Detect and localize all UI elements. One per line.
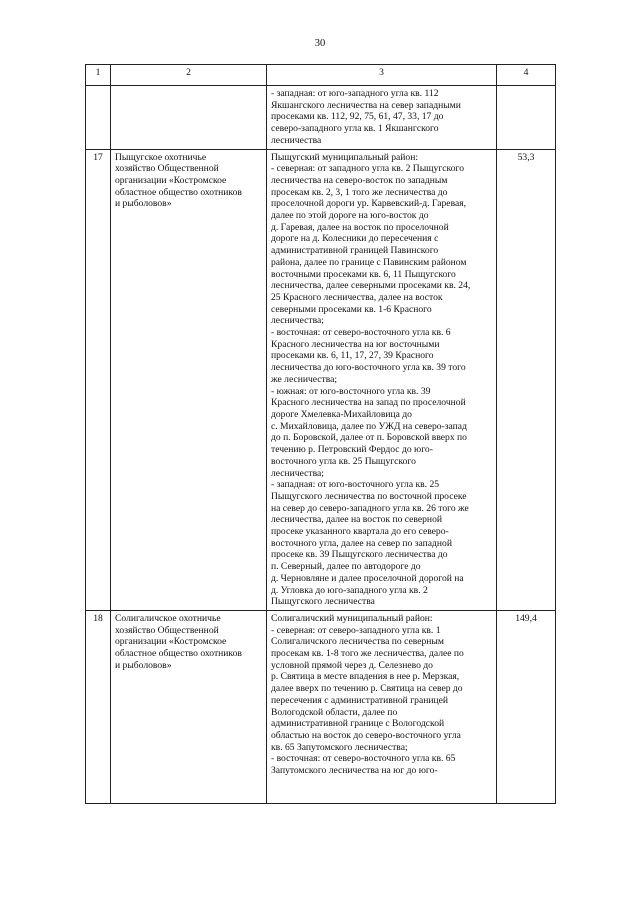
text-line: проселочной дороги ур. Карвевский-д. Гаревая, xyxy=(271,198,467,210)
text-line: - северная: от западного угла кв. 2 Пыщугского xyxy=(271,163,464,175)
table-row-17 xyxy=(86,149,556,610)
text-line: - восточная: от северо-восточного угла кв. 65 xyxy=(271,753,456,765)
row-area-cell: 53,3 xyxy=(497,149,556,610)
text-line: областное общество охотников xyxy=(115,186,242,198)
text-line: дороге на д. Колесники до пересечения с xyxy=(271,233,439,245)
text-line: 25 Красного лесничества, далее на восток xyxy=(271,291,443,303)
page-number: 30 xyxy=(314,38,326,49)
text-line: с. Михайловица, далее по УЖД на северо-запад xyxy=(271,420,467,432)
text-line: - северная: от северо-западного угла кв. 1 xyxy=(271,624,441,636)
text-line: лесничества до юго-восточного угла кв. 39 того xyxy=(271,362,466,374)
text-line: д. Гаревая, далее на восток по проселочной xyxy=(271,221,449,233)
text-line: северными просеками кв. 1-6 Красного xyxy=(271,303,432,315)
text-line: - восточная: от северо-восточного угла кв. 6 xyxy=(271,327,451,339)
text-line: п. Северный, далее по автодороге до xyxy=(271,561,421,573)
text-line: на север до северо-западного угла кв. 26 того же xyxy=(271,502,469,514)
text-line: организации «Костромское xyxy=(115,636,227,648)
header-cell-4: 4 xyxy=(497,65,556,86)
text-line: Пыщугский муниципальный район: xyxy=(271,151,419,163)
text-line: просекам кв. 1-8 того же лесничества, далее по xyxy=(271,648,464,660)
text-line: просеками кв. 112, 92, 75, 61, 47, 33, 17 до xyxy=(271,111,444,123)
text-line: р. Святица в месте впадения в нее р. Мерзкая, xyxy=(271,671,460,683)
text-line: кв. 65 Запутомского лесничества; xyxy=(271,741,408,753)
text-line: Солигаличское охотничье xyxy=(115,612,221,624)
text-line: - западная: от юго-восточного угла кв. 25 xyxy=(271,479,440,491)
text-line: административной границей Павинского xyxy=(271,245,439,257)
text-line: просеке указанного квартала до его северо- xyxy=(271,526,449,538)
text-line: и рыболовов» xyxy=(115,659,172,671)
text-line: восточного угла, далее на север по западной xyxy=(271,537,452,549)
row-number-cell xyxy=(86,86,111,150)
text-line: восточного угла кв. 25 Пыщугского xyxy=(271,455,416,467)
row-number-cell: 17 xyxy=(86,149,111,610)
header-cell-3: 3 xyxy=(267,65,497,86)
text-line: Якшангского лесничества на север западными xyxy=(271,99,461,111)
text-line: административной границе с Вологодской xyxy=(271,718,445,730)
text-line: далее вверх по течению р. Святица на север до xyxy=(271,683,463,695)
text-line: лесничества, далее северными просеками кв. 24, xyxy=(271,280,471,292)
row-area-cell xyxy=(497,86,556,150)
text-line: просеке кв. 39 Пыщугского лесничества до xyxy=(271,549,448,561)
text-line: лесничества, далее на восток по северной xyxy=(271,514,442,526)
row-area-cell: 149,4 xyxy=(497,610,556,803)
row-name-cell xyxy=(111,86,267,150)
text-line: северо-западного угла кв. 1 Якшангского xyxy=(271,123,439,135)
text-line: лесничества на северо-восток по западным xyxy=(271,174,448,186)
text-line: течению р. Петровский Фердос до юго- xyxy=(271,444,433,456)
text-line: лесничества xyxy=(271,134,322,146)
text-line: просеками кв. 6, 11, 17, 27, 39 Красного xyxy=(271,350,434,362)
table-row-18 xyxy=(86,610,556,803)
text-line: Красного лесничества на запад по проселочной xyxy=(271,397,466,409)
row-name-cell xyxy=(111,149,267,610)
text-line: Пыщугского лесничества xyxy=(271,596,375,608)
table-row-continuation xyxy=(86,86,556,150)
text-line: лесничества; xyxy=(271,467,324,479)
text-line: восточными просеками кв. 6, 11 Пыщугского xyxy=(271,268,456,280)
text-line: и рыболовов» xyxy=(115,198,172,210)
row-description-cell xyxy=(267,86,497,150)
text-line: Запутомского лесничества на юг до юго- xyxy=(271,765,438,777)
text-line: хозяйство Общественной xyxy=(115,163,219,175)
header-cell-2: 2 xyxy=(111,65,267,86)
row-description-cell xyxy=(267,610,497,803)
text-line: Солигаличского лесничества по северным xyxy=(271,636,444,648)
text-line: пересечения с административной границей xyxy=(271,694,448,706)
text-line: областью на восток до северо-восточного угла xyxy=(271,729,461,741)
text-line: Вологодской области, далее по xyxy=(271,706,398,718)
text-line: условной прямой через д. Селезнево до xyxy=(271,659,433,671)
text-line: - южная: от юго-восточного угла кв. 39 xyxy=(271,385,431,397)
text-line: хозяйство Общественной xyxy=(115,624,219,636)
text-line: района, далее по границе с Павинским районом xyxy=(271,256,467,268)
hunting-grounds-table xyxy=(85,64,556,804)
row-name-cell xyxy=(111,610,267,803)
text-line: Солигаличский муниципальный район: xyxy=(271,612,433,624)
text-line: до п. Боровской, далее от п. Боровской вверх по xyxy=(271,432,467,444)
text-line: далее по этой дороге на юго-восток до xyxy=(271,210,429,222)
header-cell-1: 1 xyxy=(86,65,111,86)
row-number-cell: 18 xyxy=(86,610,111,803)
table-header-row xyxy=(86,65,556,86)
text-line: д. Угловка до юго-западного угла кв. 2 xyxy=(271,584,428,596)
text-line: дороге Хмелевка-Михайловица до xyxy=(271,408,412,420)
text-line: Красного лесничества на юг восточными xyxy=(271,338,440,350)
text-line: лесничества; xyxy=(271,315,324,327)
text-line: д. Черновляне и далее проселочной дорогой на xyxy=(271,572,464,584)
text-line: областное общество охотников xyxy=(115,648,242,660)
row-description-cell xyxy=(267,149,497,610)
text-line: организации «Костромское xyxy=(115,174,227,186)
text-line: Пыщугское охотничье xyxy=(115,151,207,163)
text-line: - западная: от юго-западного угла кв. 112 xyxy=(271,88,439,99)
text-line: же лесничества; xyxy=(271,373,338,385)
text-line: просекам кв. 2, 3, 1 того же лесничества до xyxy=(271,186,448,198)
text-line: Пыщугского лесничества по восточной просеке xyxy=(271,490,467,502)
